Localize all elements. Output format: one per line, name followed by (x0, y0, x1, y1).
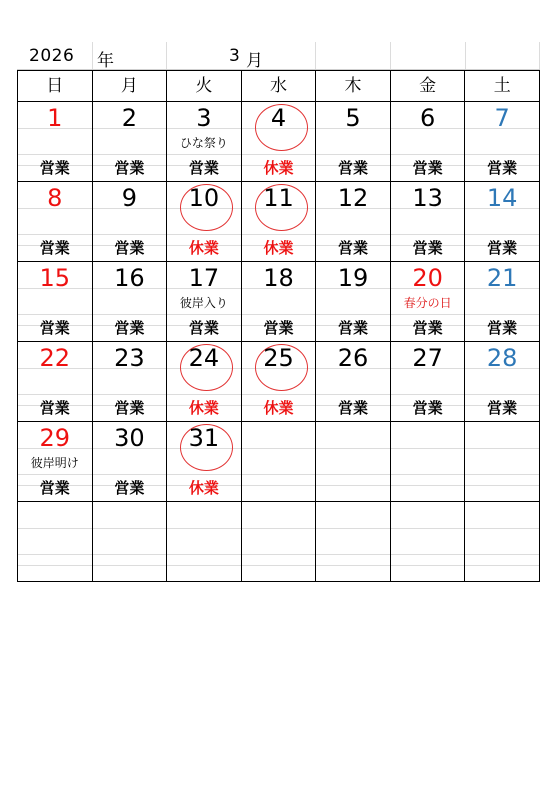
day-number: 25 (263, 344, 294, 372)
open-status: 営業 (412, 319, 443, 337)
open-status: 営業 (39, 159, 70, 177)
empty-cell (92, 502, 167, 582)
gridline (167, 565, 241, 566)
day-cell (316, 262, 391, 342)
day-number: 26 (337, 344, 369, 372)
week-row (18, 342, 540, 422)
weekday-header: 火 (167, 71, 242, 102)
closed-status: 休業 (188, 399, 219, 417)
gridline (167, 234, 241, 235)
day-cell (465, 102, 540, 182)
gridline (465, 528, 539, 529)
empty-cell (390, 502, 465, 582)
gridline (166, 42, 167, 69)
day-cell (241, 262, 316, 342)
weekday-row (18, 71, 540, 102)
closed-status: 休業 (188, 479, 219, 497)
gridline (167, 394, 241, 395)
day-cell (92, 342, 167, 422)
day-cell (390, 342, 465, 422)
gridline (242, 314, 316, 315)
weekday-header: 土 (465, 71, 540, 102)
gridline (242, 234, 316, 235)
open-status: 営業 (338, 159, 369, 177)
day-number: 9 (121, 184, 137, 212)
day-cell (167, 102, 242, 182)
gridline (465, 565, 539, 566)
gridline (167, 314, 241, 315)
gridline (316, 448, 390, 449)
gridline (18, 528, 92, 529)
gridline (465, 234, 539, 235)
gridline (242, 394, 316, 395)
day-cell (92, 422, 167, 502)
gridline (167, 554, 241, 555)
empty-cell (316, 422, 391, 502)
day-cell (390, 102, 465, 182)
day-number: 16 (114, 264, 145, 292)
weekday-header: 木 (316, 71, 391, 102)
gridline (242, 528, 316, 529)
empty-cell (316, 502, 391, 582)
gridline (167, 474, 241, 475)
gridline (93, 565, 167, 566)
year-value: 2026 (29, 46, 75, 66)
gridline (18, 394, 92, 395)
day-number: 18 (263, 264, 294, 292)
open-status: 営業 (487, 399, 518, 417)
day-cell (167, 342, 242, 422)
gridline (242, 154, 316, 155)
week-row (18, 262, 540, 342)
empty-cell (465, 422, 540, 502)
day-cell (18, 182, 93, 262)
gridline (465, 474, 539, 475)
day-cell (465, 342, 540, 422)
day-number: 5 (345, 104, 361, 132)
open-status: 営業 (39, 399, 70, 417)
day-cell (316, 182, 391, 262)
gridline (93, 474, 167, 475)
day-number: 17 (188, 264, 220, 292)
open-status: 営業 (188, 319, 219, 337)
gridline (465, 314, 539, 315)
open-status: 営業 (487, 239, 518, 257)
gridline (391, 554, 465, 555)
gridline (316, 154, 390, 155)
year-label: 年 (97, 51, 114, 71)
gridline (391, 565, 465, 566)
gridline (391, 485, 465, 486)
gridline (93, 234, 167, 235)
open-status: 営業 (39, 319, 70, 337)
gridline (391, 394, 465, 395)
day-number: 22 (39, 344, 71, 372)
open-status: 営業 (338, 399, 369, 417)
gridline (465, 485, 539, 486)
day-number: 15 (39, 264, 71, 292)
day-cell (316, 102, 391, 182)
day-number: 28 (486, 344, 518, 372)
gridline (93, 394, 167, 395)
day-number: 7 (494, 104, 510, 132)
gridline (316, 565, 390, 566)
day-cell (241, 102, 316, 182)
calendar-header (17, 42, 540, 70)
gridline (167, 528, 241, 529)
empty-cell (167, 502, 242, 582)
gridline (539, 42, 540, 69)
day-cell (167, 262, 242, 342)
gridline (316, 314, 390, 315)
week-row (18, 422, 540, 502)
week-row (18, 102, 540, 182)
empty-cell (390, 422, 465, 502)
calendar-grid (17, 70, 540, 582)
day-number: 27 (412, 344, 443, 372)
empty-cell (241, 422, 316, 502)
gridline (18, 474, 92, 475)
day-number: 4 (270, 104, 287, 132)
day-number: 21 (486, 264, 518, 292)
day-cell (316, 342, 391, 422)
day-number: 6 (419, 104, 436, 132)
open-status: 営業 (39, 479, 70, 497)
gridline (391, 314, 465, 315)
closed-status: 休業 (188, 239, 219, 257)
day-number: 29 (39, 424, 71, 452)
open-status: 営業 (188, 159, 219, 177)
gridline (391, 154, 465, 155)
gridline (242, 554, 316, 555)
empty-cell (18, 502, 93, 582)
open-status: 営業 (412, 159, 443, 177)
open-status: 営業 (39, 239, 70, 257)
open-status: 営業 (412, 239, 443, 257)
day-number: 1 (47, 104, 63, 132)
day-cell (18, 102, 93, 182)
day-cell (18, 342, 93, 422)
day-cell (241, 182, 316, 262)
day-number: 24 (188, 344, 220, 372)
day-cell (241, 342, 316, 422)
day-number: 31 (188, 424, 220, 452)
open-status: 営業 (487, 159, 518, 177)
month-label: 月 (246, 51, 263, 71)
day-number: 30 (114, 424, 145, 452)
day-note: 春分の日 (403, 296, 452, 310)
open-status: 営業 (114, 479, 145, 497)
gridline (465, 448, 539, 449)
day-number: 11 (263, 184, 294, 212)
empty-cell (465, 502, 540, 582)
gridline (316, 394, 390, 395)
day-cell (167, 182, 242, 262)
day-number: 2 (121, 104, 137, 132)
day-number: 8 (47, 184, 63, 212)
gridline (93, 314, 167, 315)
day-note: 彼岸明け (30, 456, 79, 470)
day-cell (92, 182, 167, 262)
closed-status: 休業 (263, 159, 294, 177)
gridline (242, 474, 316, 475)
open-status: 営業 (114, 319, 145, 337)
gridline (93, 154, 167, 155)
gridline (242, 448, 316, 449)
day-cell (18, 262, 93, 342)
closed-status: 休業 (263, 239, 294, 257)
weekday-header: 日 (18, 71, 93, 102)
open-status: 営業 (263, 319, 294, 337)
day-cell (390, 182, 465, 262)
day-number: 13 (412, 184, 443, 212)
gridline (315, 42, 316, 69)
day-number: 10 (188, 184, 220, 212)
day-cell (18, 422, 93, 502)
day-number: 23 (114, 344, 145, 372)
gridline (465, 42, 466, 69)
gridline (242, 485, 316, 486)
gridline (465, 554, 539, 555)
gridline (316, 234, 390, 235)
gridline (18, 234, 92, 235)
open-status: 営業 (412, 399, 443, 417)
calendar-sheet (17, 42, 540, 582)
day-cell (465, 262, 540, 342)
weekday-header: 水 (241, 71, 316, 102)
day-number: 19 (337, 264, 369, 292)
gridline (465, 154, 539, 155)
day-cell (167, 422, 242, 502)
gridline (316, 474, 390, 475)
gridline (391, 474, 465, 475)
gridline (18, 154, 92, 155)
gridline (167, 154, 241, 155)
day-cell (465, 182, 540, 262)
weekday-header: 金 (390, 71, 465, 102)
day-number: 20 (412, 264, 443, 292)
gridline (242, 565, 316, 566)
gridline (391, 448, 465, 449)
gridline (465, 394, 539, 395)
day-cell (92, 102, 167, 182)
open-status: 営業 (114, 399, 145, 417)
gridline (316, 554, 390, 555)
open-status: 営業 (114, 239, 145, 257)
week-row (18, 182, 540, 262)
open-status: 営業 (338, 239, 369, 257)
day-cell (390, 262, 465, 342)
day-number: 12 (337, 184, 369, 212)
open-status: 営業 (338, 319, 369, 337)
day-number: 14 (486, 184, 518, 212)
week-row (18, 502, 540, 582)
weekday-header: 月 (92, 71, 167, 102)
day-note: ひな祭り (179, 136, 228, 150)
gridline (93, 554, 167, 555)
gridline (390, 42, 391, 69)
gridline (316, 528, 390, 529)
gridline (18, 554, 92, 555)
gridline (18, 314, 92, 315)
day-note: 彼岸入り (179, 296, 228, 310)
gridline (93, 528, 167, 529)
month-value: 3 (229, 46, 240, 66)
open-status: 営業 (114, 159, 145, 177)
open-status: 営業 (487, 319, 518, 337)
gridline (391, 234, 465, 235)
day-cell (92, 262, 167, 342)
closed-status: 休業 (263, 399, 294, 417)
empty-cell (241, 502, 316, 582)
gridline (391, 528, 465, 529)
day-number: 3 (196, 104, 212, 132)
gridline (18, 565, 92, 566)
gridline (316, 485, 390, 486)
gridline (92, 42, 93, 69)
